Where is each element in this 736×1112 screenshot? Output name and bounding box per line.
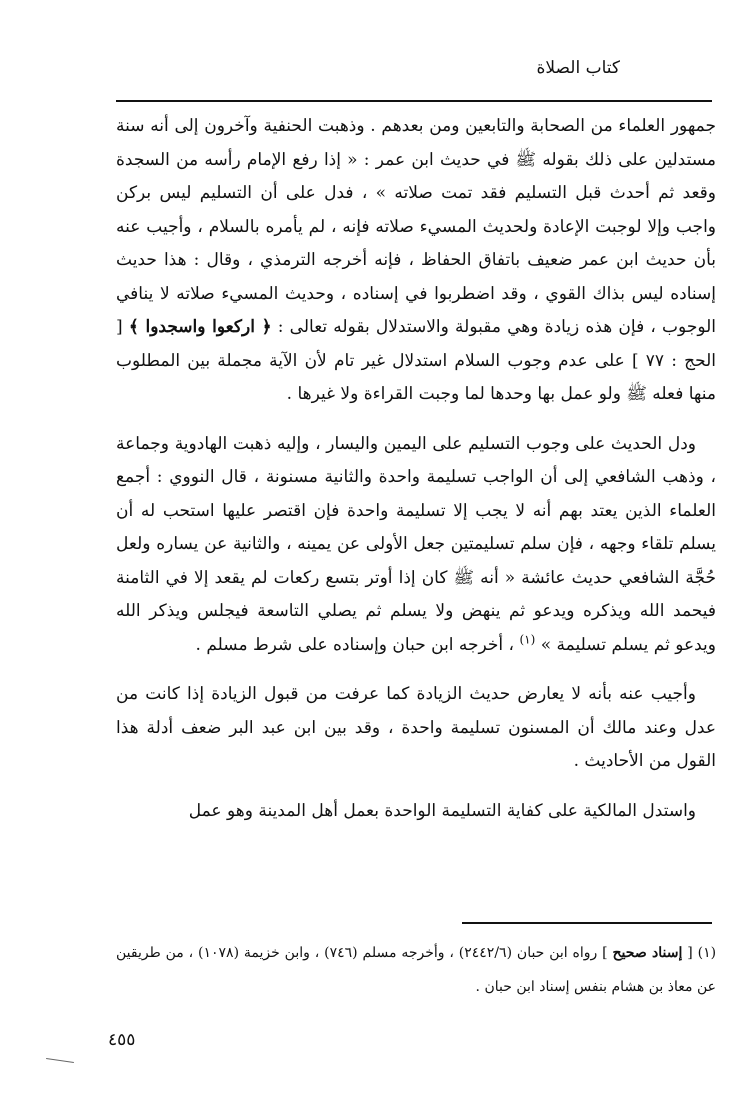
header-rule <box>116 100 712 102</box>
paragraph-1-end: [ الحج : ٧٧ ] على عدم وجوب السلام استدلال غير تام لأن الآية مجملة بين المطلوب منها فعله ﷺ ولو عمل بها وحدها لما وجبت القراءة ولا غيرها . <box>116 317 717 404</box>
page-number: ٤٥٥ <box>108 1030 136 1050</box>
paragraph-1 <box>116 110 716 412</box>
body-text <box>116 110 716 828</box>
footnote-marker: (١) [ <box>687 945 717 961</box>
quran-verse: ﴿ اركعوا واسجدوا ﴾ <box>128 317 272 337</box>
scan-mark <box>46 1058 74 1063</box>
footnote-reference: (١) <box>519 631 536 646</box>
paragraph-2-text: ودل الحديث على وجوب التسليم على اليمين واليسار ، وإليه ذهبت الهادوية وجماعة ، وذهب الشافعي إلى أن الواجب تسليمة واحدة والثانية مسنونة ، قال النووي : أجمع العلماء الذين يعتد بهم أنه لا يجب إلا تسليمة واحدة فإن اقتصر عليها استحب له أن يسلم تلقاء وجهه ، فإن سلم تسليمتين جعل الأولى عن يمينه ، والثانية عن يساره ولعل حُجَّة الشافعي حديث عائشة « أنه ﷺ كان إذا أوتر بتسع ركعات لم يقعد إلا في الثامنة فيحمد الله ويذكره ويدعو ثم ينهض ولا يسلم ثم يصلي التاسعة فيجلس ويذكر الله ويدعو ثم يسلم تسليمة » <box>116 433 716 655</box>
paragraph-4: واستدل المالكية على كفاية التسليمة الواحدة بعمل أهل المدينة وهو عمل <box>188 800 696 821</box>
paragraph-1-text: جمهور العلماء من الصحابة والتابعين ومن بعدهم . وذهبت الحنفية وآخرون إلى أنه سنة مستدلين على ذلك بقوله ﷺ في حديث ابن عمر : « إذا رفع الإمام رأسه من السجدة وقعد ثم أحدث قبل التسليم فقد تمت صلاته » ، فدل على أن التسليم ليس بركن واجب وإلا لوجبت الإعادة ولحديث المسيء صلاته فإنه ، لم يأمره بالسلام ، وأجيب عنه بأن حديث ابن عمر ضعيف باتفاق الحفاظ ، فإنه أخرجه الترمذي ، وقال : هذا حديث إسناده ليس بذاك القوي ، وقد اضطربوا في إسناده ، وحديث المسيء صلاته لا ينافي الوجوب ، فإن هذه زيادة وهي مقبولة والاستدلال بقوله تعالى : <box>116 116 717 337</box>
footnote-rule <box>462 922 712 924</box>
paragraph-2-end: ، أخرجه ابن حبان وإسناده على شرط مسلم . <box>195 634 515 655</box>
paragraph-3: وأجيب عنه بأنه لا يعارض حديث الزيادة كما عرفت من قبول الزيادة إذا كانت من عدل وعند مالك أن المسنون تسليمة واحدة ، وقد بين ابن عبد البر ضعف أدلة هذا القول من الأحاديث . <box>116 684 716 771</box>
running-header: كتاب الصلاة <box>536 58 620 78</box>
footnote-text: ] رواه ابن حبان (٢٤٤٢/٦) ، وأخرجه مسلم (٧٤٦) ، وابن خزيمة (١٠٧٨) ، من طريقين عن معاذ بن هشام بنفس إسناد ابن حبان . <box>116 945 716 995</box>
footnote-grade: إسناد صحيح <box>612 945 683 961</box>
footnote <box>116 936 716 1004</box>
paragraph-2 <box>116 428 716 663</box>
